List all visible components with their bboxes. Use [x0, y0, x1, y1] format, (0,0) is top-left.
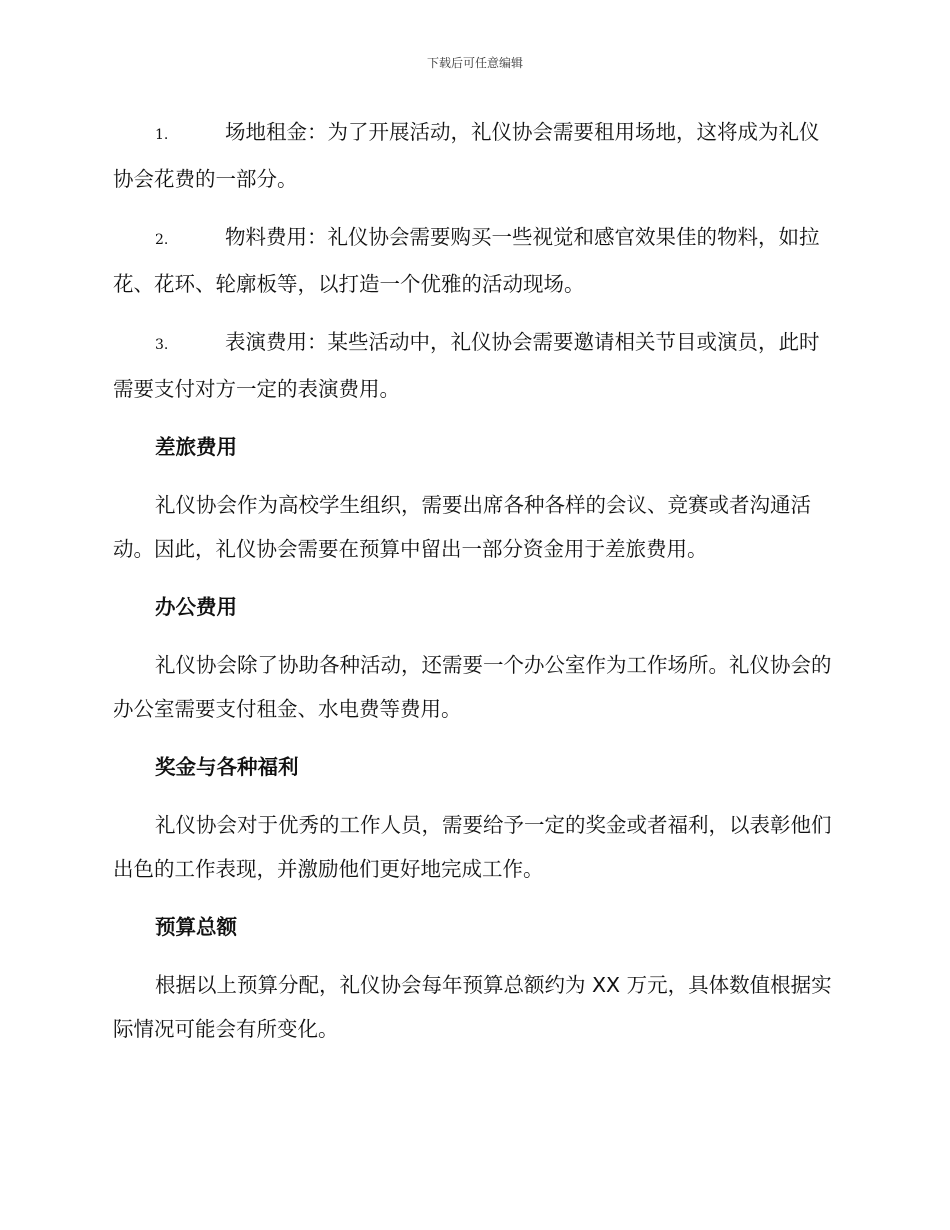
- document-body: [113, 110, 833, 1065]
- list-text: 表演费用：某些活动中，礼仪协会需要邀请相关节目或演员，此时需要支付对方一定的表演费用。: [113, 330, 820, 401]
- list-item-1: [113, 110, 833, 201]
- section-heading-total: 预算总额: [155, 915, 237, 939]
- section-body-total: 根据以上预算分配，礼仪协会每年预算总额约为 XX 万元，具体数值根据实际情况可能会有所变化。: [113, 973, 832, 1041]
- list-number: 3.: [155, 337, 169, 353]
- section-heading-travel: 差旅费用: [155, 435, 237, 459]
- list-item-2: [113, 215, 833, 306]
- list-number: 1.: [155, 127, 169, 143]
- section-heading-office: 办公费用: [155, 595, 237, 619]
- list-item-3: [113, 320, 833, 411]
- list-number: 2.: [155, 232, 169, 248]
- list-text: 物料费用：礼仪协会需要购买一些视觉和感官效果佳的物料，如拉花、花环、轮廓板等，以打造一个优雅的活动现场。: [113, 225, 820, 296]
- list-text: 场地租金：为了开展活动，礼仪协会需要租用场地，这将成为礼仪协会花费的一部分。: [113, 120, 820, 191]
- section-heading-bonus: 奖金与各种福利: [155, 755, 299, 779]
- section-body-travel: 礼仪协会作为高校学生组织，需要出席各种各样的会议、竞赛或者沟通活动。因此，礼仪协会需要在预算中留出一部分资金用于差旅费用。: [113, 493, 811, 561]
- header-note: 下载后可任意编辑: [426, 56, 523, 70]
- section-body-office: 礼仪协会除了协助各种活动，还需要一个办公室作为工作场所。礼仪协会的办公室需要支付租金、水电费等费用。: [113, 653, 832, 721]
- section-body-bonus: 礼仪协会对于优秀的工作人员，需要给予一定的奖金或者福利，以表彰他们出色的工作表现，并激励他们更好地完成工作。: [113, 813, 832, 881]
